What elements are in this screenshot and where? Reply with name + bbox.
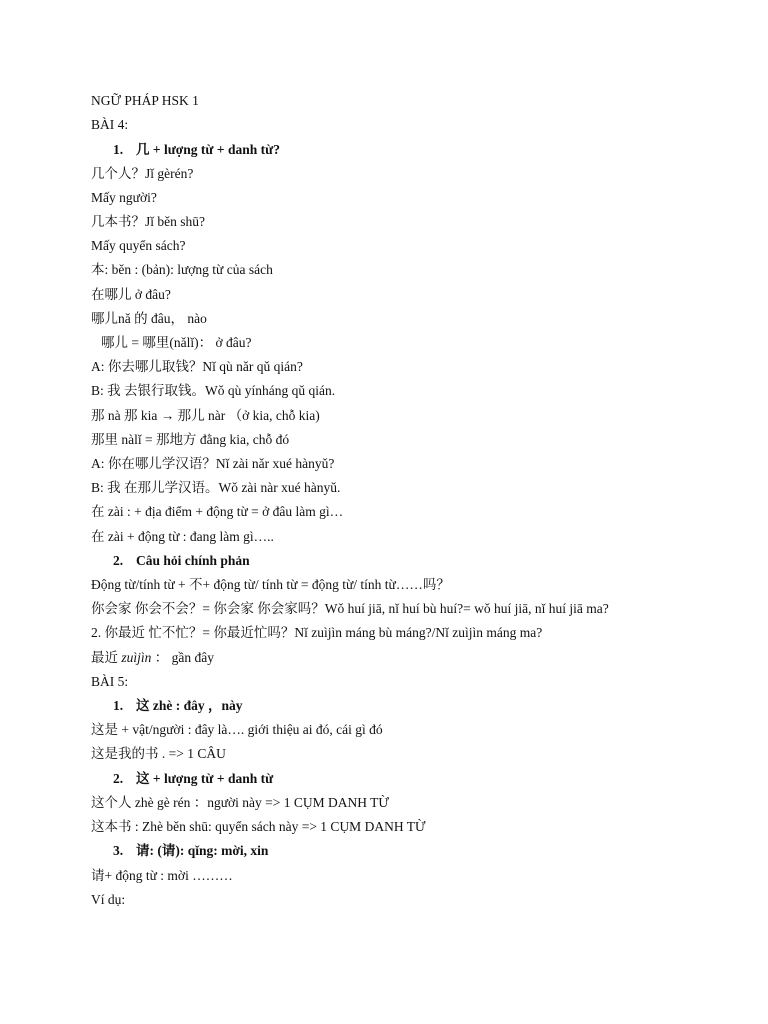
text-line: A: 你在哪儿学汉语？Nǐ zài nǎr xué hànyǔ?	[91, 456, 335, 471]
section-title: 几 + lượng từ + danh từ?	[136, 142, 280, 157]
section-heading-1	[113, 698, 243, 714]
doc-title: NGỮ PHÁP HSK 1	[91, 93, 199, 108]
text-line: 2. 你最近 忙不忙？= 你最近忙吗？Nǐ zuìjìn máng bù máng?/Nǐ zuìjìn máng ma?	[91, 625, 543, 640]
text-line: 这是我的书 . => 1 CÂU	[91, 746, 226, 761]
text-line: 那 nà 那 kia → 那儿 nàr （ở kia, chỗ kia)	[91, 408, 320, 423]
text-line: 哪儿 = 哪里(nǎlǐ)： ở đâu?	[101, 335, 252, 350]
text-line: 这个人 zhè gè rén ：người này => 1 CỤM DANH TỪ	[91, 795, 389, 810]
section-heading-2	[113, 771, 273, 787]
section-title: 请: (请): qǐng: mời, xin	[136, 843, 269, 858]
text-line: 请+ động từ : mời ………	[91, 868, 233, 883]
text-line: B: 我 去银行取钱。Wǒ qù yínháng qǔ qián.	[91, 383, 336, 398]
lesson-5-heading: BÀI 5:	[91, 674, 129, 689]
text-line: 几本书？Jǐ běn shū?	[91, 214, 205, 229]
text-segment: 最近	[91, 650, 122, 665]
text-segment: ： gần đây	[151, 650, 214, 665]
text-line: B: 我 在那儿学汉语。Wǒ zài nàr xué hànyǔ.	[91, 480, 341, 495]
italic-segment: zuìjìn	[121, 650, 152, 665]
text-line: 这本书 : Zhè běn shū: quyển sách này => 1 CỤM DANH TỪ	[91, 819, 426, 834]
text-line: A: 你去哪儿取钱？Nǐ qù nǎr qǔ qián?	[91, 359, 303, 374]
text-line: 在 zài + động từ : đang làm gì…..	[91, 529, 274, 544]
section-number: 2.	[113, 771, 124, 786]
text-line: Mấy người?	[91, 190, 157, 205]
section-number: 1.	[113, 142, 124, 157]
text-line: 在 zài : + địa điểm + động từ = ở đâu làm gì…	[91, 504, 344, 519]
section-heading-1	[113, 142, 280, 158]
lesson-4-heading: BÀI 4:	[91, 117, 129, 132]
text-line: Ví dụ:	[91, 892, 126, 907]
text-line: 这是 + vật/người : đây là…. giới thiệu ai đó, cái gì đó	[91, 722, 383, 737]
text-line: 哪儿nǎ 的 đâu， nào	[91, 311, 207, 326]
text-line: 那里 nàlǐ = 那地方 đằng kia, chỗ đó	[91, 432, 290, 447]
text-line: 你会家 你会不会？= 你会家 你会家吗？Wǒ huí jiā, nǐ huí bù huí?= wǒ huí jiā, nǐ huí jiā ma?	[91, 601, 609, 616]
text-line: Mấy quyển sách?	[91, 238, 186, 253]
section-title: 这 zhè : đây ，này	[136, 698, 243, 713]
text-line	[91, 650, 214, 666]
section-number: 3.	[113, 843, 124, 858]
text-line: 几个人？Jǐ gèrén?	[91, 166, 194, 181]
text-line: 本: běn : (bản): lượng từ của sách	[91, 262, 273, 277]
section-number: 1.	[113, 698, 124, 713]
section-title: Câu hỏi chính phản	[136, 553, 250, 568]
section-number: 2.	[113, 553, 124, 568]
text-line: 在哪儿 ở đâu?	[91, 287, 171, 302]
section-heading-3	[113, 843, 268, 859]
section-heading-2	[113, 553, 250, 569]
section-title: 这 + lượng từ + danh từ	[136, 771, 274, 786]
text-line: Động từ/tính từ + 不+ động từ/ tính từ = động từ/ tính từ……吗？	[91, 577, 450, 592]
